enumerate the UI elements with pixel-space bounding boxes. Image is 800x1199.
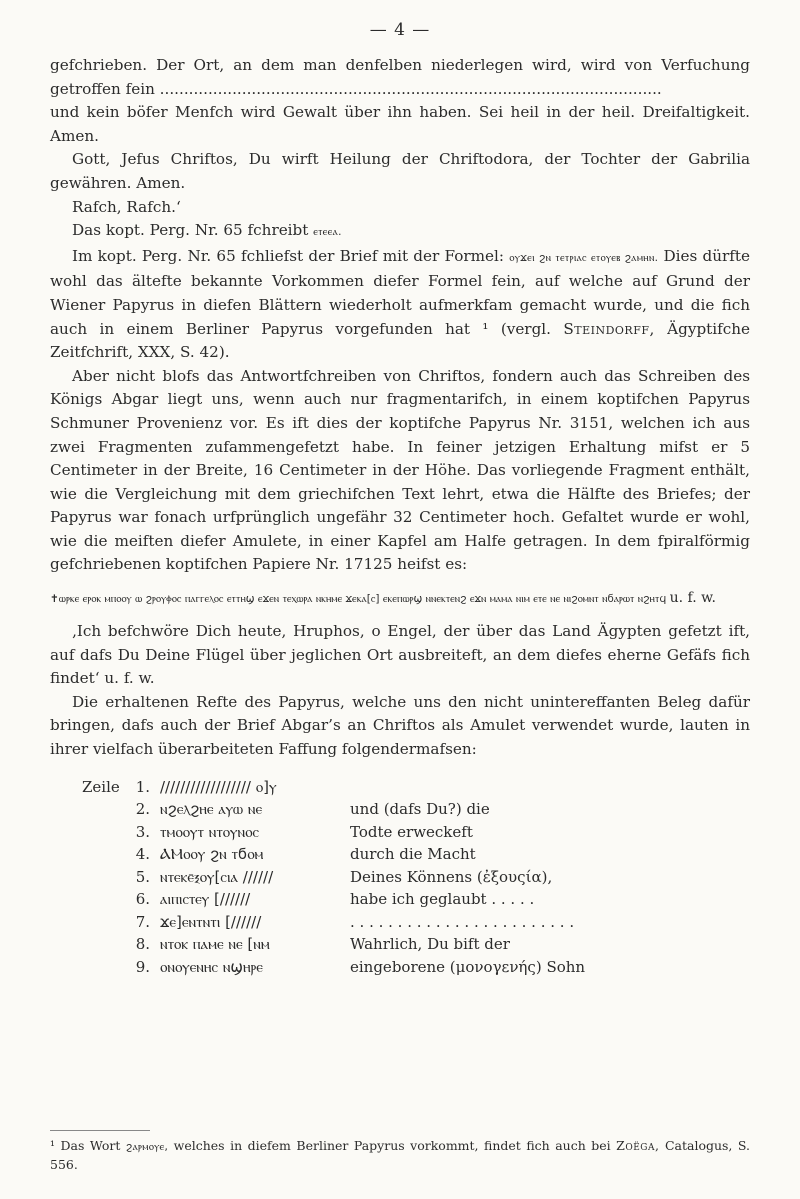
papyrus-line — [82, 798, 670, 821]
paragraph-4 — [50, 219, 750, 245]
line-number: 1. — [135, 777, 150, 796]
line-coptic: ⲛⲧⲟⲕ ⲡⲁⲙⲉ ⲛⲉ [ⲛⲙ — [160, 935, 270, 954]
body-text — [50, 54, 750, 762]
line-label — [82, 798, 130, 821]
line-translation — [350, 776, 670, 799]
line-translation: eingeborene (μονογενής) Sohn — [350, 957, 586, 976]
line-translation: habe ich geglaubt . . . . . — [350, 890, 535, 909]
line-coptic: ⲧⲙⲟⲟⲩⲧ ⲛⲧⲟⲩⲛⲟⲥ — [160, 822, 260, 841]
coptic-quote — [50, 587, 750, 610]
text: Das kopt. Perg. Nr. 65 fchreibt — [72, 221, 309, 240]
text: welches in diefem Berliner Papyrus vorkommt, findet fich auch bei — [173, 1138, 611, 1153]
line-translation: und (dafs Du?) die — [350, 800, 490, 819]
line-coptic: ⲁⲓⲡⲓⲥⲧⲉⲩ [////// — [160, 890, 251, 909]
footnote-rule — [50, 1130, 150, 1131]
line-label: Zeile — [82, 777, 120, 796]
paragraph-7: Die erhaltenen Refte des Papyrus, welche uns den nicht unintereffanten Beleg dafür bringen, dafs auch der Brief Abgar’s an Chriftos als Amulet verwendet wurde, lauten in ihrer vielfach überarbeiteten Faffung folgendermafsen: — [50, 692, 750, 759]
line-translation: . . . . . . . . . . . . . . . . . . . . . . . . — [350, 912, 575, 931]
line-coptic: ////////////////// ⲟ]ⲩ — [160, 777, 277, 796]
papyrus-line — [82, 933, 670, 956]
line-label — [82, 933, 130, 956]
line-label — [82, 843, 130, 866]
author-name: Zoëga, — [616, 1138, 660, 1153]
text: Dies dürfte wohl das ältefte bekannte Vorkommen diefer Formel fein, auf welche auf Grund der Wiener Papyrus in diefen Blättern wiederholt aufmerkfam gemacht wurde, und die fich auch in einem Berliner Papyrus vorgefunden hat ¹ (vergl. — [50, 246, 751, 338]
footnote — [50, 1137, 750, 1174]
line-coptic: ⲛϩⲉⲗϩⲏⲉ ⲁⲩⲱ ⲛⲉ — [160, 800, 263, 819]
translation: ‚Ich befchwöre Dich heute, Hruphos, o Engel, der über das Land Ägypten gefetzt ift, auf dafs Du Deine Flügel über jeglichen Ort ausbreiteft, an dem diefes eherne Gefäfs fich findet‘ u. f. w. — [50, 622, 750, 688]
line-label — [82, 821, 130, 844]
line-number: 4. — [135, 845, 150, 864]
line-translation: Todte erweckeft — [350, 822, 473, 841]
text: ¹ Das Wort — [50, 1138, 121, 1153]
author-name: Steindorff, — [563, 319, 655, 338]
line-translation: Deines Könnens (ἐξουςία), — [350, 867, 553, 886]
coptic-word: ϩⲁⲣⲙⲟⲩⲉ, — [125, 1141, 169, 1153]
line-label — [82, 866, 130, 889]
papyrus-lines-table — [82, 776, 670, 979]
paragraph-2: Gott, Jefus Chriftos, Du wirft Heilung der Chriftodora, der Tochter der Gabrilia gewähren. Amen. — [50, 150, 750, 192]
line-coptic: ⲟⲛⲟⲩⲉⲛⲏⲥ ⲛϣⲏⲣⲉ — [160, 957, 263, 976]
line-number: 8. — [135, 935, 150, 954]
coptic-word: ⲉⲧⲉⲉⲁ. — [313, 226, 342, 239]
paragraph-1 — [50, 54, 750, 101]
line-coptic: ϫⲉ]ⲉⲛⲧⲛⲧⲓ [////// — [160, 912, 262, 931]
line-label — [82, 956, 130, 979]
line-label — [82, 888, 130, 911]
line-coptic: ⲀⲘⲟⲟⲩ ϩⲛ ⲧϭⲟⲙ — [160, 845, 264, 864]
line-number: 3. — [135, 822, 150, 841]
line-number: 5. — [135, 867, 150, 886]
text: Catalogus, S. 556. — [50, 1138, 750, 1172]
coptic-formula: ⲟⲩϫⲉⲓ ϩⲛ ⲧⲉⲧⲣⲓⲁⲥ ⲉⲧⲟⲩⲉⲃ ϩⲁⲙⲏⲛ. — [509, 251, 659, 264]
papyrus-line — [82, 821, 670, 844]
papyrus-line — [82, 911, 670, 934]
line-coptic: ⲛⲧⲉⲕⲉ̄ⲝⲟⲩ[ⲥⲓⲁ ////// — [160, 867, 274, 886]
coptic-text: ✝ⲱⲣⲕⲉ ⲉⲣⲟⲕ ⲙⲡⲟⲟⲩ ⲱ ϩⲣⲟⲩⲫⲟⲥ ⲡⲁⲅⲅⲉⲗⲟⲥ ⲉⲧⲧⲏϣ ⲉϫⲉⲛ ⲧⲉⲭⲱⲣⲁ ⲛⲕⲏⲙⲉ ϫⲉⲕⲁ[ⲥ] ⲉⲕⲉⲡⲱⲣϣ ⲛⲛⲉⲕⲧⲉⲛϩ ⲉϫⲛ ⲙⲁⲙⲁ ⲛⲓⲙ ⲉⲧⲉ ⲛⲉ ⲛⲓϩⲟⲙⲛⲧ ⲛϭⲁⲣⲱⲧ ⲛϩⲏⲧϥ — [50, 593, 667, 606]
line-number: 9. — [135, 957, 150, 976]
paragraph-5 — [50, 245, 750, 365]
text: Ägyptifche Zeitfchrift, XXX, S. 42). — [50, 319, 751, 362]
text: u. f. w. — [669, 590, 716, 607]
line-translation: Wahrlich, Du bift der — [350, 935, 510, 954]
text-line: und kein böfer Menfch wird Gewalt über ihn haben. Sei heil in der heil. Dreifaltigkeit. Amen. — [50, 103, 750, 145]
line-number: 2. — [135, 800, 150, 819]
line-number: 6. — [135, 890, 150, 909]
paragraph-6: Aber nicht blofs das Antwortfchreiben von Chriftos, fondern auch das Schreiben des Königs Abgar liegt uns, wenn auch nur fragmentarifch, in einem koptifchen Papyrus Schmuner Provenienz vor. Es ift dies der koptifche Papyrus Nr. 3151, welchen ich aus zwei Fragmenten zufammengefetzt habe. In feiner jetzigen Erhaltung mifst er 5 Centimeter in der Breite, 16 Centimeter in der Höhe. Das vorliegende Fragment enthält, wie die Vergleichung mit dem griechifchen Text lehrt, etwa die Hälfte des Briefes; der Papyrus war fonach urfprünglich ungefähr 32 Centimeter hoch. Gefaltet wurde er wohl, wie die meiften diefer Amulete, in einer Kapfel am Halfe getragen. In dem fpiralförmig gefchriebenen koptifchen Papiere Nr. 17125 heifst es: — [50, 366, 750, 574]
line-label — [82, 911, 130, 934]
text: Im kopt. Perg. Nr. 65 fchliefst der Brief mit der Formel: — [72, 246, 504, 265]
paragraph-1b — [50, 101, 750, 148]
paragraph-3: Rafch, Rafch.‘ — [72, 197, 181, 216]
papyrus-line — [82, 888, 670, 911]
papyrus-line — [82, 843, 670, 866]
papyrus-line — [82, 956, 670, 979]
page-number: — 4 — — [369, 20, 431, 40]
papyrus-line — [82, 776, 670, 799]
line-number: 7. — [135, 912, 150, 931]
text-line: gefchrieben. Der Ort, an dem man denfelben niederlegen wird, wird von Verfuchung getroffen fein ........................................................................................................ — [50, 56, 750, 98]
line-translation: durch die Macht — [350, 845, 476, 864]
papyrus-line — [82, 866, 670, 889]
page — [50, 20, 750, 978]
